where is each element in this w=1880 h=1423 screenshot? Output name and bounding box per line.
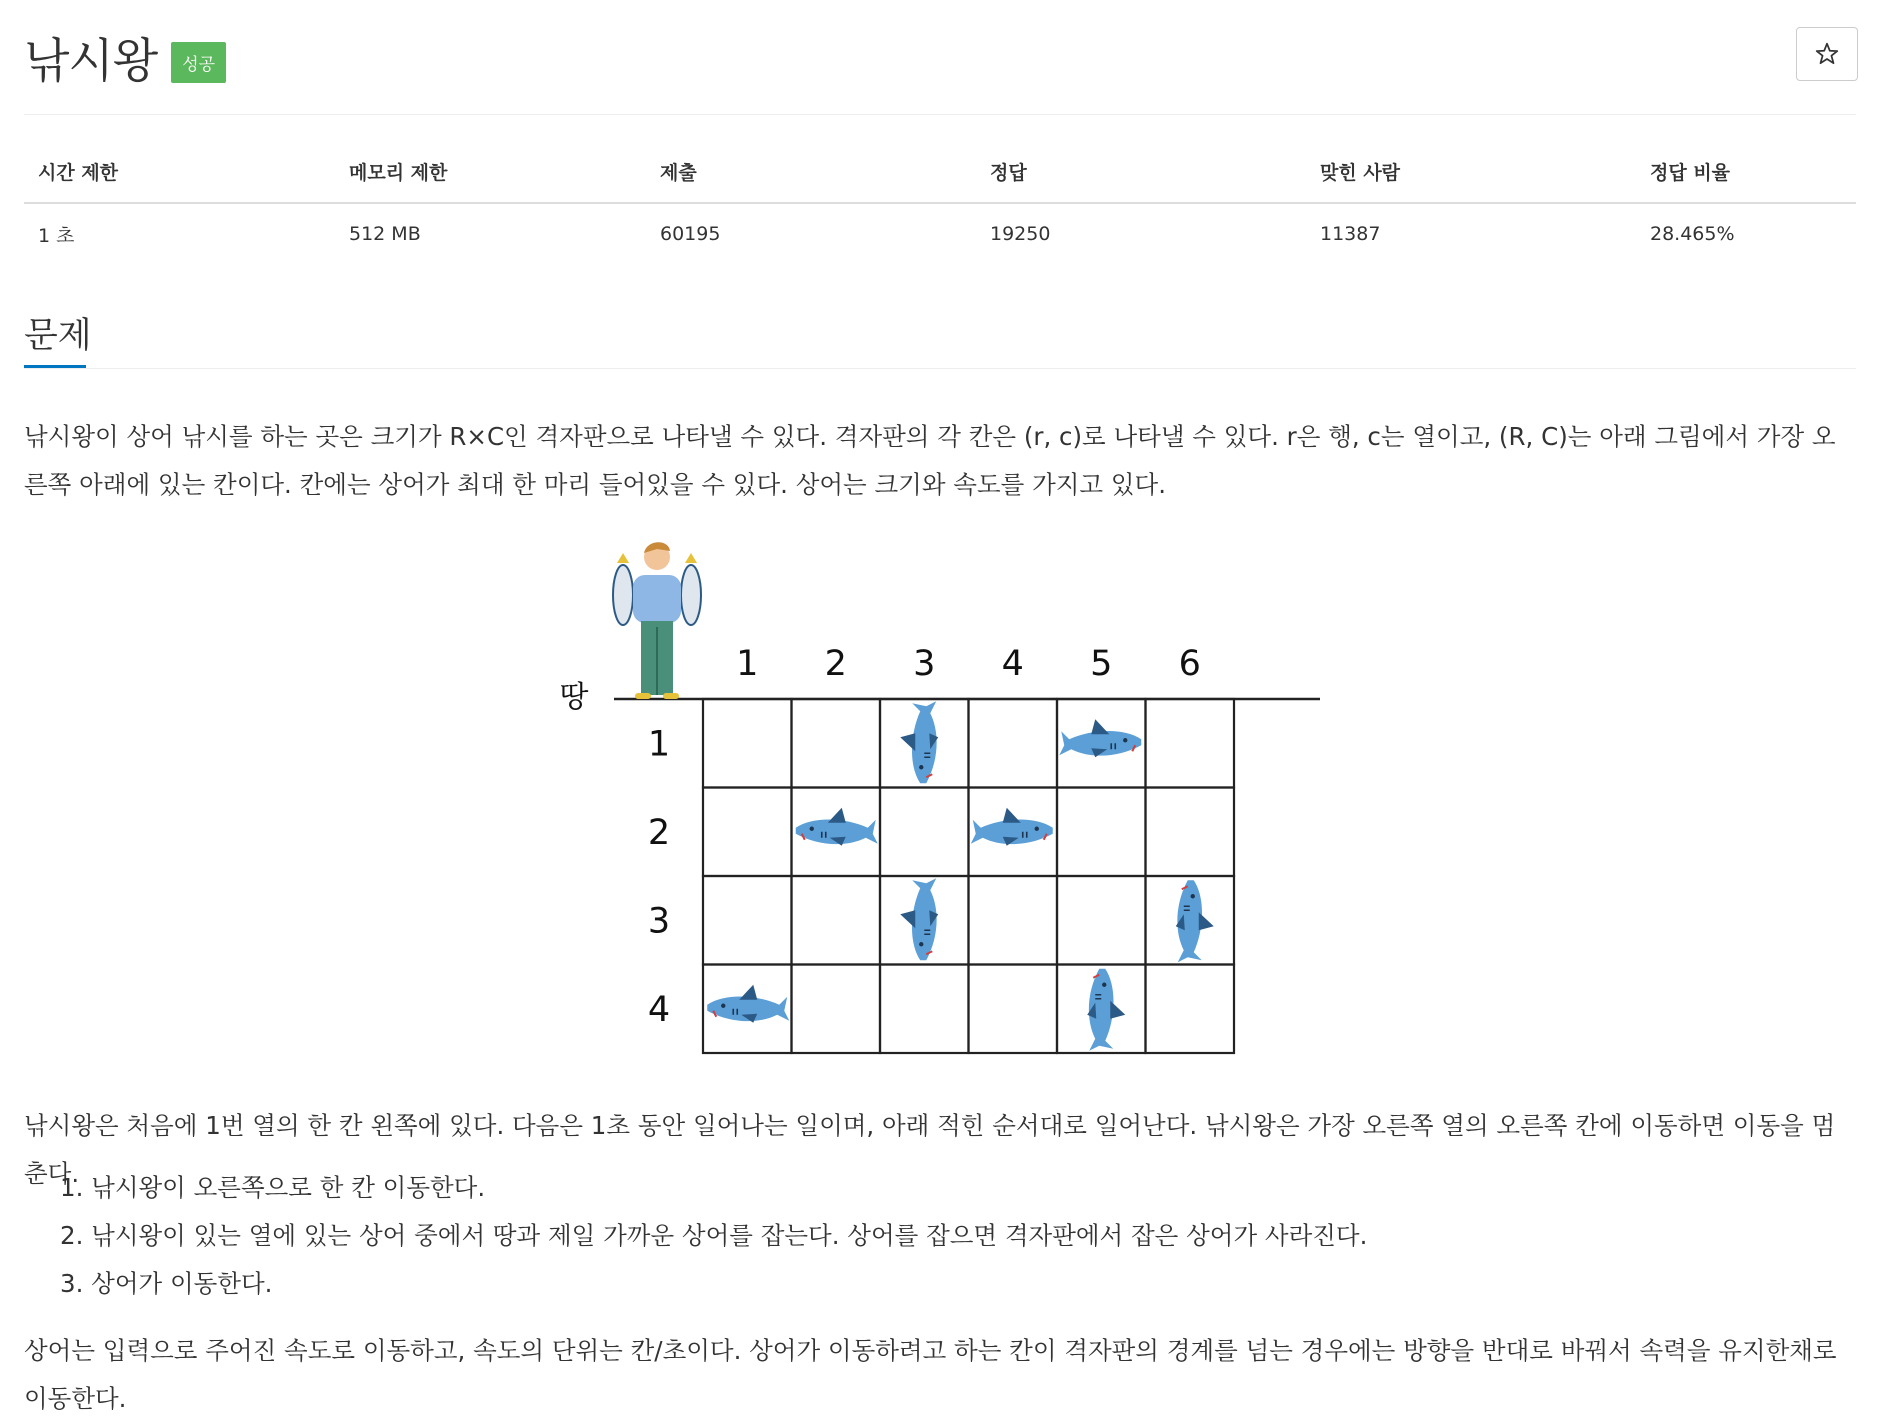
header-memory-limit: 메모리 제한 (335, 140, 646, 203)
step-list (24, 1164, 1367, 1308)
grid-cell (1146, 965, 1235, 1054)
value-memory-limit: 512 MB (349, 223, 421, 245)
step-item-1: 1. 낚시왕이 오른쪽으로 한 칸 이동한다. (60, 1173, 486, 1202)
shark-icon (796, 808, 878, 846)
grid-cell (1057, 876, 1146, 965)
grid-cell (792, 965, 881, 1054)
person-shirt (633, 575, 681, 623)
status-badge: 성공 (171, 42, 226, 83)
row-label: 1 (647, 724, 671, 765)
grid-cell (969, 699, 1058, 788)
value-ratio: 28.465% (1650, 223, 1735, 245)
value-submissions: 60195 (660, 223, 721, 245)
grid-cell (792, 876, 881, 965)
step-item-3: 3. 상어가 이동한다. (60, 1269, 273, 1298)
step-item-2: 2. 낚시왕이 있는 열에 있는 상어 중에서 땅과 제일 가까운 상어를 잡는다. 상어를 잡으면 격자판에서 잡은 상어가 사라진다. (60, 1221, 1368, 1250)
person-shoe-left (635, 693, 651, 699)
header-submissions: 제출 (646, 140, 976, 203)
person-shoe-right (663, 693, 679, 699)
shark-icon (900, 878, 938, 960)
header-divider (24, 114, 1856, 115)
grid-cell (792, 699, 881, 788)
fisherman-icon (613, 542, 701, 699)
shark-icon (1059, 719, 1141, 757)
problem-movement-paragraph: 상어는 입력으로 주어진 속도로 이동하고, 속도의 단위는 칸/초이다. 상어가 이동하려고 하는 칸이 격자판의 경계를 넘는 경우에는 방향을 반대로 바꿔서 속력을 유지한채로 이동한다. (24, 1336, 1837, 1413)
problem-rule-paragraph: 낚시왕은 처음에 1번 열의 한 칸 왼쪽에 있다. 다음은 1초 동안 일어나는 일이며, 아래 적힌 순서대로 일어난다. 낚시왕은 가장 오른쪽 열의 오른쪽 칸에 이동하면 이동을 멈춘다. (24, 1111, 1836, 1188)
shark-icon (707, 985, 789, 1023)
section-title-problem: 문제 (24, 316, 92, 356)
grid-cell (969, 965, 1058, 1054)
column-label: 5 (1090, 644, 1113, 684)
grid-cell (1057, 788, 1146, 877)
stats-header-row (24, 140, 1856, 203)
grid-cell (880, 788, 969, 877)
grid-cell (969, 876, 1058, 965)
star-icon (1814, 41, 1840, 67)
page-title: 낚시왕 (24, 33, 158, 89)
grid-cell (703, 699, 792, 788)
title-row (24, 22, 226, 92)
shark-icon (971, 808, 1053, 846)
row-label: 3 (647, 901, 671, 942)
problem-figure (552, 535, 1332, 1055)
held-fish-left (613, 565, 633, 625)
shark-icon (1176, 880, 1214, 962)
grid-cell (1146, 788, 1235, 877)
row-label: 2 (647, 812, 671, 853)
column-label: 1 (736, 644, 759, 684)
grid-cell (880, 965, 969, 1054)
grid-cell (1146, 699, 1235, 788)
header-ratio: 정답 비율 (1636, 140, 1856, 203)
column-label: 4 (1001, 644, 1024, 684)
stats-table (24, 140, 1856, 264)
stats-value-row (24, 203, 1856, 264)
value-solvers: 11387 (1320, 223, 1381, 245)
column-label: 6 (1178, 644, 1201, 684)
grid-cell (703, 788, 792, 877)
row-label: 4 (647, 989, 671, 1030)
header-accepted: 정답 (976, 140, 1306, 203)
column-label: 3 (913, 644, 936, 684)
section-divider (24, 368, 1856, 369)
shark-icon (900, 701, 938, 783)
header-solvers: 맞힌 사람 (1306, 140, 1636, 203)
favorite-button[interactable] (1796, 27, 1858, 81)
grid-figure (552, 535, 1332, 1055)
ground-label: 땅 (559, 680, 589, 715)
column-label: 2 (824, 644, 847, 684)
value-time-limit: 1 초 (38, 224, 75, 247)
problem-intro: 낚시왕이 상어 낚시를 하는 곳은 크기가 R×C인 격자판으로 나타낼 수 있다. 격자판의 각 칸은 (r, c)로 나타낼 수 있다. r은 행, c는 열이고, (R, C)는 아래 그림에서 가장 오른쪽 아래에 있는 칸이다. 칸에는 상어가 최대 한 마리 들어있을 수 있다. 상어는 크기와 속도를 가지고 있다. (24, 422, 1836, 499)
header-time-limit: 시간 제한 (24, 140, 335, 203)
grid-cell (703, 876, 792, 965)
held-fish-right (681, 565, 701, 625)
shark-icon (1087, 969, 1125, 1051)
value-accepted: 19250 (990, 223, 1051, 245)
